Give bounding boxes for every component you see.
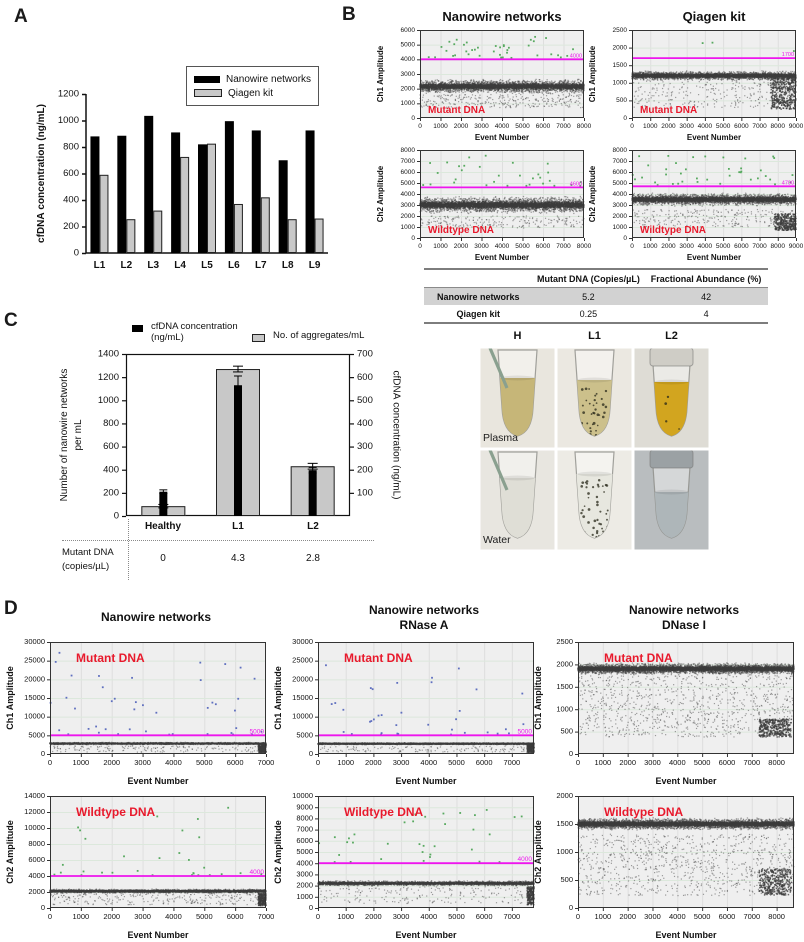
- d-scatter-rnase-ch1: [272, 636, 542, 788]
- legend-aggregates-label: No. of aggregates/mL: [273, 330, 365, 341]
- c-category-l2: L2: [307, 521, 319, 532]
- row-mutant-value: 0.25: [533, 305, 645, 323]
- legend-black-swatch: [132, 325, 143, 332]
- legend-cfdna-line2: (ng/mL): [151, 331, 184, 343]
- panel-c-legend-cfdna: [132, 322, 238, 344]
- legend-gray-swatch: [252, 334, 265, 342]
- tube-row-plasma: Plasma: [483, 432, 519, 444]
- b-scatter-qiagen-ch2: [586, 144, 804, 264]
- table-row: [424, 288, 768, 306]
- panel-d-label: D: [4, 598, 18, 619]
- tube-column-l2: L2: [665, 330, 678, 342]
- legend-cfdna-line1: cfDNA concentration: [151, 321, 238, 332]
- d-scatter-dnase-ch2: [532, 790, 802, 942]
- c-value-l2: 2.8: [306, 553, 320, 564]
- tube-photo: [557, 450, 632, 550]
- d-title-rnase-line1: Nanowire networks: [368, 603, 480, 617]
- d-scatter-nanowire-ch2: [4, 790, 274, 942]
- b-title-qiagen: Qiagen kit: [682, 9, 746, 24]
- legend-gray-swatch: [194, 89, 222, 97]
- d-scatter-rnase-ch2: [272, 790, 542, 942]
- row-abundance-value: 4: [644, 305, 768, 323]
- b-scatter-nanowire-ch2: [374, 144, 592, 264]
- tube-column-l1: L1: [588, 330, 601, 342]
- d-scatter-dnase-ch1: [532, 636, 802, 788]
- panel-a-label: A: [14, 6, 28, 27]
- c-subtable-divider: [62, 540, 374, 541]
- panel-c-legend-aggregates: [252, 331, 364, 342]
- table-header-row: [424, 269, 768, 288]
- d-scatter-nanowire-ch1: [4, 636, 274, 788]
- row-mutant-value: 5.2: [533, 288, 645, 306]
- d-title-dnase: [578, 603, 790, 633]
- tube-photo-grid: [480, 348, 709, 550]
- d-title-dnase-line1: Nanowire networks: [628, 603, 740, 617]
- d-title-dnase-line2: DNase I: [661, 618, 707, 632]
- b-scatter-qiagen-ch1: [586, 24, 804, 144]
- header-mutant-dna: Mutant DNA (Copies/µL): [533, 269, 645, 288]
- legend-qiagen-label: Qiagen kit: [228, 87, 274, 99]
- panel-c-label: C: [4, 310, 18, 331]
- b-scatter-nanowire-ch1: [374, 24, 592, 144]
- tube-photo: [634, 450, 709, 550]
- c-value-healthy: 0: [160, 553, 166, 564]
- c-category-l1: L1: [232, 521, 244, 532]
- row-name: Qiagen kit: [424, 305, 533, 323]
- mutant-dna-label: Mutant DNA: [62, 547, 114, 558]
- panel-b-label: B: [342, 4, 356, 25]
- copies-unit-label: (copies/µL): [62, 561, 110, 573]
- d-title-rnase: [318, 603, 530, 633]
- tube-column-h: H: [513, 330, 522, 342]
- legend-nanowire-label: Nanowire networks: [226, 73, 312, 85]
- c-subtable-vertical-divider: [128, 519, 129, 580]
- row-abundance-value: 42: [644, 288, 768, 306]
- tube-row-water: Water: [483, 534, 511, 546]
- legend-black-swatch: [194, 76, 220, 83]
- c-subtable-row-label: [62, 546, 114, 575]
- b-title-nanowire: Nanowire networks: [442, 9, 562, 24]
- table-row: [424, 305, 768, 323]
- d-title-rnase-line2: RNase A: [399, 618, 449, 632]
- header-fractional-abundance: Fractional Abundance (%): [644, 269, 768, 288]
- c-value-l1: 4.3: [231, 553, 245, 564]
- tube-photo: [634, 348, 709, 448]
- b-results-table: [424, 268, 768, 324]
- tube-photo: [557, 348, 632, 448]
- row-name: Nanowire networks: [424, 288, 533, 306]
- panel-a-legend: [186, 66, 319, 106]
- c-category-healthy: Healthy: [144, 521, 182, 532]
- d-title-nanowire: Nanowire networks: [100, 610, 212, 624]
- panel-c-bar-chart: [48, 344, 408, 526]
